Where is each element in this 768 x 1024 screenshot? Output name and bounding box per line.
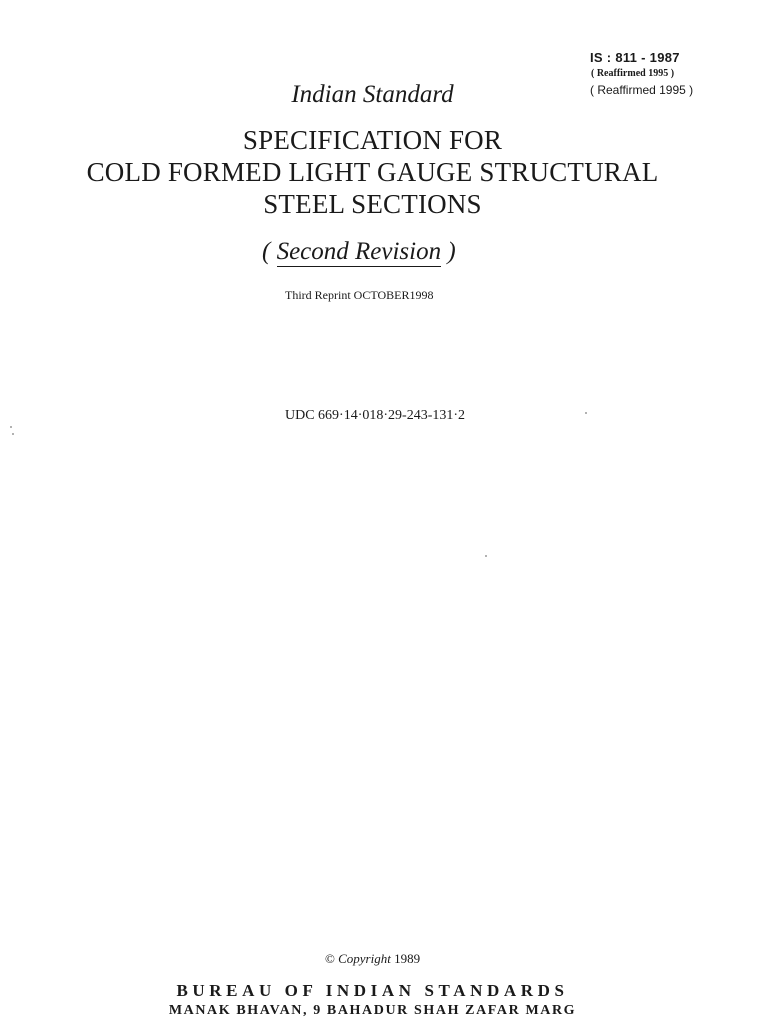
reaffirmed-note: ( Reaffirmed 1995 ): [590, 83, 694, 97]
copyright-word: Copyright: [338, 951, 391, 966]
revision-label: [262, 238, 456, 266]
document-title: [0, 124, 745, 220]
scan-speck: [585, 412, 587, 414]
copyright-symbol: ©: [324, 951, 335, 966]
copyright-year: 1989: [394, 951, 421, 966]
standard-number: IS : 811 - 1987: [590, 50, 680, 65]
series-label: Indian Standard: [291, 81, 454, 108]
revision-text: Second Revision: [276, 238, 442, 265]
copyright-line: [0, 951, 745, 967]
reaffirmed-stamp: ( Reaffirmed 1995 ): [591, 68, 675, 79]
scan-speck: [485, 555, 487, 557]
publisher-address: MANAK BHAVAN, 9 BAHADUR SHAH ZAFAR MARG: [168, 1003, 577, 1018]
revision-close-paren: ): [447, 238, 456, 265]
scan-speck: [10, 426, 12, 428]
title-line-1: SPECIFICATION FOR: [242, 125, 503, 155]
scan-speck: [12, 433, 14, 435]
udc-code: UDC 669·14·018·29-243-131·2: [285, 408, 466, 423]
title-line-2: COLD FORMED LIGHT GAUGE STRUCTURAL: [86, 157, 659, 187]
revision-open-paren: (: [262, 238, 271, 265]
publisher-name: BUREAU OF INDIAN STANDARDS: [176, 981, 569, 1000]
reprint-note: Third Reprint OCTOBER1998: [285, 288, 434, 302]
title-line-3: STEEL SECTIONS: [263, 189, 482, 219]
